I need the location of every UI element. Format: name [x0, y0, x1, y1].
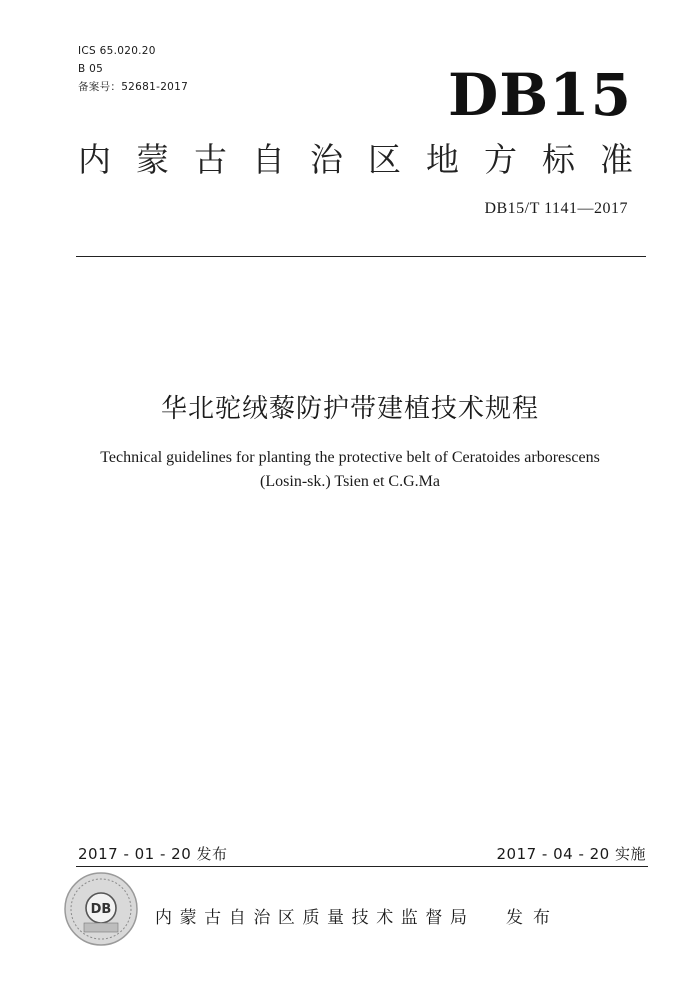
- issuer-char: 治: [253, 908, 271, 928]
- issuer-char: 内: [155, 908, 172, 928]
- region-char: 地: [426, 140, 459, 179]
- region-standard-heading: [78, 140, 633, 180]
- publish-label: [506, 906, 550, 930]
- seal-center-text: DB: [90, 902, 112, 917]
- region-char: 内: [78, 140, 111, 179]
- issuer-char: 自: [228, 908, 246, 928]
- bottom-divider: [76, 866, 648, 867]
- top-divider: [76, 256, 646, 257]
- classification-block: [78, 42, 188, 96]
- region-char: 治: [310, 140, 343, 179]
- publish-char: 发: [506, 908, 523, 928]
- db15-logo: DB15: [447, 61, 632, 129]
- official-seal-icon: [60, 868, 142, 950]
- issuer-char: 区: [277, 908, 295, 928]
- issue-date: 2017 - 01 - 20 发布: [78, 845, 228, 863]
- issuer-char: 督: [425, 908, 443, 928]
- issuing-authority: [155, 906, 467, 930]
- english-title-line: (Losin-sk.) Tsien et C.G.Ma: [260, 473, 440, 490]
- chinese-title: 华北驼绒藜防护带建植技术规程: [160, 394, 539, 424]
- region-char: 准: [600, 140, 633, 179]
- region-char: 蒙: [136, 140, 169, 179]
- issuer-char: 术: [376, 908, 394, 928]
- publish-char: 布: [533, 908, 550, 928]
- issuer-char: 蒙: [179, 908, 197, 928]
- region-char: 方: [484, 140, 517, 179]
- region-char: 标: [542, 140, 575, 179]
- issuer-char: 局: [449, 908, 467, 928]
- standard-number: DB15/T 1141—2017: [484, 200, 628, 217]
- region-char: 区: [368, 140, 401, 179]
- implementation-date: 2017 - 04 - 20 实施: [496, 845, 646, 863]
- issuer-char: 古: [204, 908, 222, 928]
- issuer-char: 量: [327, 908, 345, 928]
- english-title: [0, 446, 700, 494]
- issuer-char: 技: [351, 908, 369, 928]
- region-char: 自: [252, 140, 285, 179]
- issuer-char: 质: [302, 908, 320, 928]
- ics-code: ICS 65.020.20: [78, 45, 156, 57]
- category-code: B 05: [78, 63, 104, 75]
- english-title-line: Technical guidelines for planting the protective belt of Ceratoides arborescens: [100, 449, 600, 466]
- issuer-char: 监: [400, 908, 418, 928]
- record-number: 备案号：52681-2017: [78, 81, 189, 93]
- region-char: 古: [194, 140, 227, 179]
